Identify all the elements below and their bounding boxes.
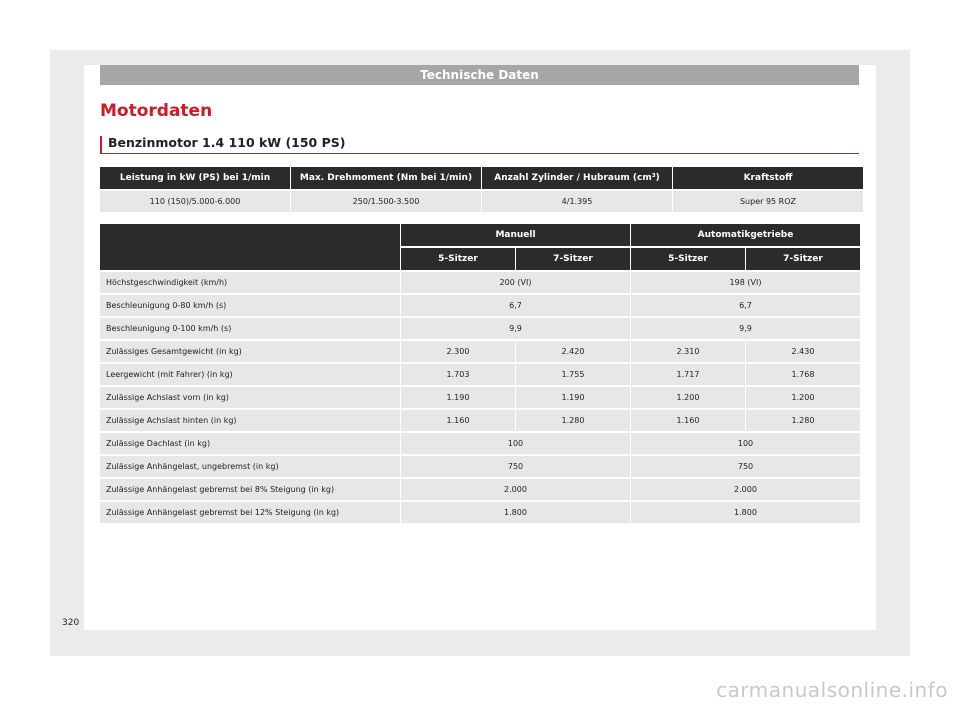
header-cell: Leistung in kW (PS) bei 1/min — [100, 167, 290, 189]
header-manuell: Manuell — [401, 224, 630, 246]
table-cell: 1.755 — [516, 364, 630, 385]
watermark: carmanualsonline.info — [716, 678, 948, 702]
table-cell: 6,7 — [401, 295, 630, 316]
table-cell: 1.160 — [631, 410, 745, 431]
table-cell: 110 (150)/5.000-6.000 — [100, 191, 290, 212]
engine-table — [99, 165, 864, 214]
table-cell: 6,7 — [631, 295, 860, 316]
table-cell: 4/1.395 — [482, 191, 672, 212]
header-cell: 5-Sitzer — [631, 248, 745, 270]
table-cell: 2.310 — [631, 341, 745, 362]
header-blank — [100, 224, 400, 270]
table-cell: 2.000 — [631, 479, 860, 500]
header-cell: 5-Sitzer — [401, 248, 515, 270]
table-row — [100, 456, 860, 477]
table-cell: 1.703 — [401, 364, 515, 385]
table-cell: 200 (VI) — [401, 272, 630, 293]
table-cell: 750 — [631, 456, 860, 477]
header-cell: Kraftstoff — [673, 167, 863, 189]
row-label: Zulässige Dachlast (in kg) — [100, 433, 400, 454]
table-cell: 1.280 — [746, 410, 860, 431]
header-cell: 7-Sitzer — [516, 248, 630, 270]
table-cell: 100 — [401, 433, 630, 454]
table-row — [100, 191, 863, 212]
table-cell: 1.280 — [516, 410, 630, 431]
table-cell: 9,9 — [401, 318, 630, 339]
page-number: 320 — [62, 618, 80, 628]
row-label: Zulässige Achslast vorn (in kg) — [100, 387, 400, 408]
table-cell: 2.420 — [516, 341, 630, 362]
table-cell: 198 (VI) — [631, 272, 860, 293]
row-label: Höchstgeschwindigkeit (km/h) — [100, 272, 400, 293]
section-title: Motordaten — [100, 101, 213, 121]
table-cell: 2.430 — [746, 341, 860, 362]
table-row — [100, 433, 860, 454]
table-cell: 100 — [631, 433, 860, 454]
table-cell: 2.000 — [401, 479, 630, 500]
table-cell: 750 — [401, 456, 630, 477]
table-row — [100, 341, 860, 362]
header-cell: Max. Drehmoment (Nm bei 1/min) — [291, 167, 481, 189]
header-cell: 7-Sitzer — [746, 248, 860, 270]
table-cell: 9,9 — [631, 318, 860, 339]
performance-table-body — [100, 272, 860, 523]
table-row — [100, 364, 860, 385]
table-row — [100, 479, 860, 500]
row-label: Zulässige Achslast hinten (in kg) — [100, 410, 400, 431]
table-row — [100, 272, 860, 293]
table-cell: 1.190 — [401, 387, 515, 408]
header-cell: Anzahl Zylinder / Hubraum (cm³) — [482, 167, 672, 189]
group-header-row — [100, 224, 860, 246]
row-label: Beschleunigung 0-100 km/h (s) — [100, 318, 400, 339]
row-label: Zulässiges Gesamtgewicht (in kg) — [100, 341, 400, 362]
table-cell: 1.190 — [516, 387, 630, 408]
performance-table — [99, 222, 861, 525]
table-cell: 1.200 — [746, 387, 860, 408]
table-cell: 2.300 — [401, 341, 515, 362]
table-cell: 1.717 — [631, 364, 745, 385]
row-label: Leergewicht (mit Fahrer) (in kg) — [100, 364, 400, 385]
row-label: Zulässige Anhängelast, ungebremst (in kg) — [100, 456, 400, 477]
chapter-header: Technische Daten — [100, 65, 859, 85]
row-label: Beschleunigung 0-80 km/h (s) — [100, 295, 400, 316]
table-cell: 1.200 — [631, 387, 745, 408]
table-cell: 1.800 — [631, 502, 860, 523]
row-label: Zulässige Anhängelast gebremst bei 8% Steigung (in kg) — [100, 479, 400, 500]
header-automatik: Automatikgetriebe — [631, 224, 860, 246]
table-row — [100, 387, 860, 408]
table-row — [100, 295, 860, 316]
table-row — [100, 502, 860, 523]
table-cell: 250/1.500-3.500 — [291, 191, 481, 212]
table-cell: 1.160 — [401, 410, 515, 431]
engine-table-header — [100, 167, 863, 189]
table-row — [100, 410, 860, 431]
table-cell: Super 95 ROZ — [673, 191, 863, 212]
table-row — [100, 318, 860, 339]
table-cell: 1.800 — [401, 502, 630, 523]
engine-subtitle: Benzinmotor 1.4 110 kW (150 PS) — [100, 136, 859, 154]
row-label: Zulässige Anhängelast gebremst bei 12% Steigung (in kg) — [100, 502, 400, 523]
table-cell: 1.768 — [746, 364, 860, 385]
